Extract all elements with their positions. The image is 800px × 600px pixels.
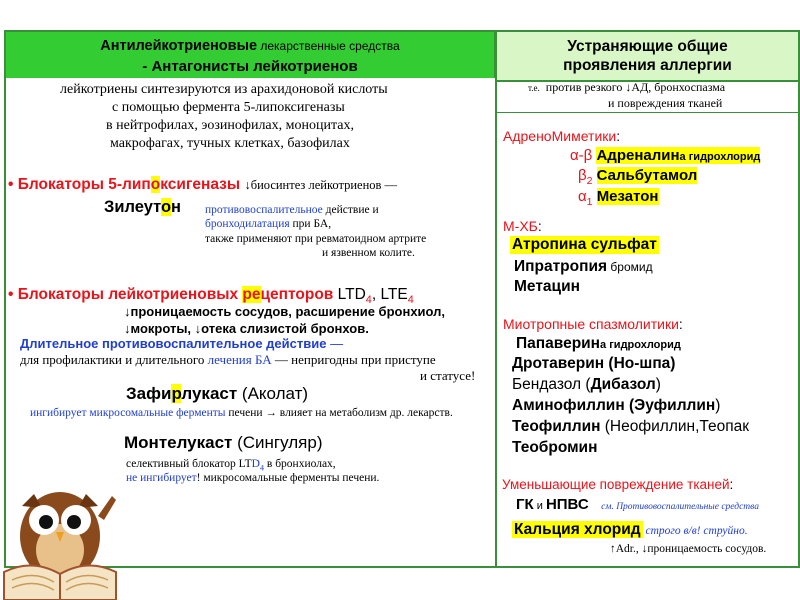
adreno-r3-drug: Мезатон: [596, 188, 659, 205]
montelukast-note1-sub: 4: [259, 463, 265, 473]
tissue-heading-text: Уменьшающие повреждение тканей: [502, 477, 730, 492]
left-header-line2: - Антагонисты лейкотриенов: [142, 58, 358, 75]
zafirlukast-note-blue: ингибирует микросомальные ферменты: [30, 407, 226, 419]
block2-ltd-sub: 4: [365, 294, 372, 307]
block2-usage: [20, 352, 436, 368]
mhb-item2-suffix: бромид: [607, 260, 653, 274]
tissue-ca: Кальция хлорид: [514, 521, 641, 538]
tissue-gk-line: [516, 496, 759, 513]
montelukast-note1-b: в бронхиолах,: [264, 458, 336, 470]
adreno-r3-label: α: [578, 188, 587, 205]
zafirlukast-line: [126, 384, 308, 404]
zafirlukast-note-rest: печени → влияет на метаболизм др. лекарств.: [225, 407, 453, 419]
myo-heading-text: Миотропные спазмолитики: [503, 316, 679, 332]
adreno-r1-drug: Адреналин: [596, 147, 680, 164]
column-divider: [495, 30, 497, 568]
block1-desc3: также применяют при ревматоидном артрите: [205, 233, 427, 245]
mhb-item2: [514, 258, 653, 276]
block1-desc4: и язвенном колите.: [322, 247, 415, 259]
block1-bullet: •: [8, 176, 14, 193]
block1-drug-b: н: [171, 198, 182, 216]
tissue-npvs: НПВС: [545, 496, 589, 513]
block1-title-highlight: о: [150, 176, 161, 193]
zafirlukast-a: Зафи: [126, 384, 172, 403]
right-header-line1: Устраняющие общие: [567, 38, 728, 55]
montelukast-note1-d: D: [251, 458, 260, 470]
myo-item1: [516, 335, 681, 353]
block2-title-b: цепторов: [260, 286, 338, 303]
montelukast-trade: (Сингуляр): [232, 433, 323, 452]
myo-item1-suffix: а гидрохлорид: [600, 339, 681, 351]
block1-desc1-blue: противовоспалительное: [205, 204, 323, 216]
tissue-colon: :: [729, 477, 734, 492]
intro-line4: макрофагах, тучных клетках, базофилах: [110, 136, 350, 151]
tissue-gk: ГК: [516, 496, 534, 513]
myo-item4-a: Аминофиллин (: [512, 397, 635, 414]
owl-reading-book-icon: [0, 476, 120, 600]
adreno-r2-label: β: [578, 167, 587, 184]
mhb-colon: :: [537, 218, 542, 234]
adreno-heading: [503, 128, 620, 144]
tissue-heading: [502, 477, 733, 492]
tissue-ca-note: строго в/в! струйно.: [642, 525, 748, 537]
montelukast-note1: [126, 458, 336, 472]
intro-line1: лейкотриены синтезируются из арахидоновой кислоты: [60, 82, 388, 97]
zafirlukast-note: [30, 407, 453, 419]
myo-item5: [512, 418, 749, 436]
block2-title-a: Блокаторы лейкотриеновых: [17, 286, 243, 303]
montelukast-note2: [126, 472, 379, 484]
block2-usage-end: и статусе!: [420, 368, 476, 383]
zafirlukast-b: лукаст: [181, 384, 238, 403]
tissue-ca-line: [512, 521, 748, 539]
block1-title: [8, 176, 397, 194]
myo-item4: [512, 397, 720, 415]
adreno-r2-drug: Сальбутамол: [596, 167, 698, 184]
block2-effect1: ↓проницаемость сосудов, расширение бронхиол,: [124, 304, 446, 319]
tissue-and: и: [533, 500, 546, 512]
block1-title-b: ксигеназы: [160, 176, 241, 193]
left-header-line1: [6, 38, 494, 54]
adreno-row3: [578, 188, 659, 208]
right-subtitle-line2: и повреждения тканей: [608, 96, 723, 110]
block1-drug-highlight: о: [160, 198, 172, 216]
block1-desc2: [205, 218, 331, 230]
left-header-bold: Антилейкотриеновые: [100, 38, 258, 54]
block1-desc1-rest: действие и: [322, 204, 379, 216]
myo-item2: Дротаверин (Но-шпа): [512, 355, 676, 372]
myo-item3: [512, 376, 661, 394]
mhb-heading: [503, 218, 542, 234]
block1-desc1: [205, 204, 379, 216]
block2-lte-sub: 4: [407, 294, 414, 307]
myo-item5-b: (Неофиллин,Теопак: [600, 418, 750, 435]
zafirlukast-trade: (Аколат): [237, 384, 309, 403]
myo-item4-c: ): [715, 397, 721, 414]
myo-item4-b: Эуфиллин: [634, 397, 716, 414]
adreno-row1: [570, 147, 760, 164]
adreno-heading-text: АдреноМиметики: [503, 128, 617, 144]
right-subtitle-prefix: т.е.: [528, 83, 540, 93]
intro-line2: с помощью фермента 5-липоксигеназы: [112, 100, 345, 115]
block2-usage-a: для профилактики и длительного: [20, 352, 208, 367]
left-header-small: лекарственные средства: [257, 39, 400, 53]
block1-title-a: Блокаторы 5-лип: [17, 176, 151, 193]
right-subtitle-line1: [528, 80, 725, 95]
block2-long-dash: —: [326, 336, 344, 351]
block2-long-text: Длительное противовоспалительное действие: [20, 336, 327, 351]
adreno-row2: [578, 167, 697, 187]
mhb-item2-name: Ипратропия: [514, 258, 608, 275]
left-column-header: [6, 32, 496, 78]
adreno-r2-sub: 2: [586, 175, 593, 187]
block1-desc2-rest: при БА,: [289, 218, 332, 230]
block2-bullet: •: [8, 286, 14, 303]
block2-title-highlight: ре: [242, 286, 261, 303]
montelukast-line: [124, 433, 323, 453]
block2-usage-blue: лечения БА: [207, 352, 272, 367]
block2-sep: ,: [371, 286, 381, 303]
myo-item5-a: Теофиллин: [512, 418, 601, 435]
montelukast-note2-blue: не ингибирует: [126, 472, 197, 484]
adreno-r1-suffix: а гидрохлорид: [679, 151, 761, 163]
intro-line3: в нейтрофилах, эозинофилах, моноцитах,: [106, 118, 354, 133]
myo-item3-a: Бендазол (: [512, 376, 591, 393]
block2-ltd: LTD: [337, 286, 366, 303]
right-header-line2: проявления аллергии: [563, 57, 732, 74]
right-subtitle-divider: [497, 112, 798, 113]
block2-effect2: ↓мокроты, ↓отека слизистой бронхов.: [124, 321, 369, 336]
adreno-r3-sub: 1: [586, 196, 593, 208]
adreno-r1-drug-box: [596, 147, 760, 164]
tissue-see-ref: см. Противовоспалительные средства: [601, 502, 759, 512]
myo-colon: :: [678, 316, 683, 332]
mhb-heading-text: М-ХБ: [503, 218, 538, 234]
montelukast-note2-rest: ! микросомальные ферменты печени.: [196, 472, 380, 484]
right-subtitle-text1: против резкого ↓АД, бронхоспазма: [545, 80, 726, 94]
myo-item3-c: ): [655, 376, 661, 393]
adreno-colon: :: [616, 128, 621, 144]
montelukast-note1-a: селективный блокатор LT: [126, 458, 252, 470]
myo-item1-name: Папаверин: [516, 335, 601, 352]
mhb-item1: Атропина сульфат: [512, 236, 657, 253]
zafirlukast-highlight: р: [171, 384, 182, 403]
myo-item6: Теобромин: [512, 439, 598, 456]
mhb-item3: Метацин: [514, 278, 580, 295]
tissue-ca-effect: ↑Adr., ↓проницаемость сосудов.: [610, 543, 767, 555]
block1-desc2-blue: бронходилатация: [205, 218, 290, 230]
adreno-r1-label: α-β: [570, 147, 593, 164]
block1-drug-a: Зилеут: [104, 198, 161, 216]
block2-usage-b: — непригодны при приступе: [271, 352, 436, 367]
montelukast-name: Монтелукаст: [124, 433, 233, 452]
block1-note: ↓биосинтез лейкотриенов —: [244, 178, 398, 192]
block1-drug: [104, 198, 181, 217]
right-column-header: [497, 32, 798, 80]
block2-long-action: [20, 336, 343, 351]
block2-lte: LTE: [380, 286, 408, 303]
myo-item3-b: Дибазол: [590, 376, 656, 393]
myo-heading: [503, 316, 683, 332]
